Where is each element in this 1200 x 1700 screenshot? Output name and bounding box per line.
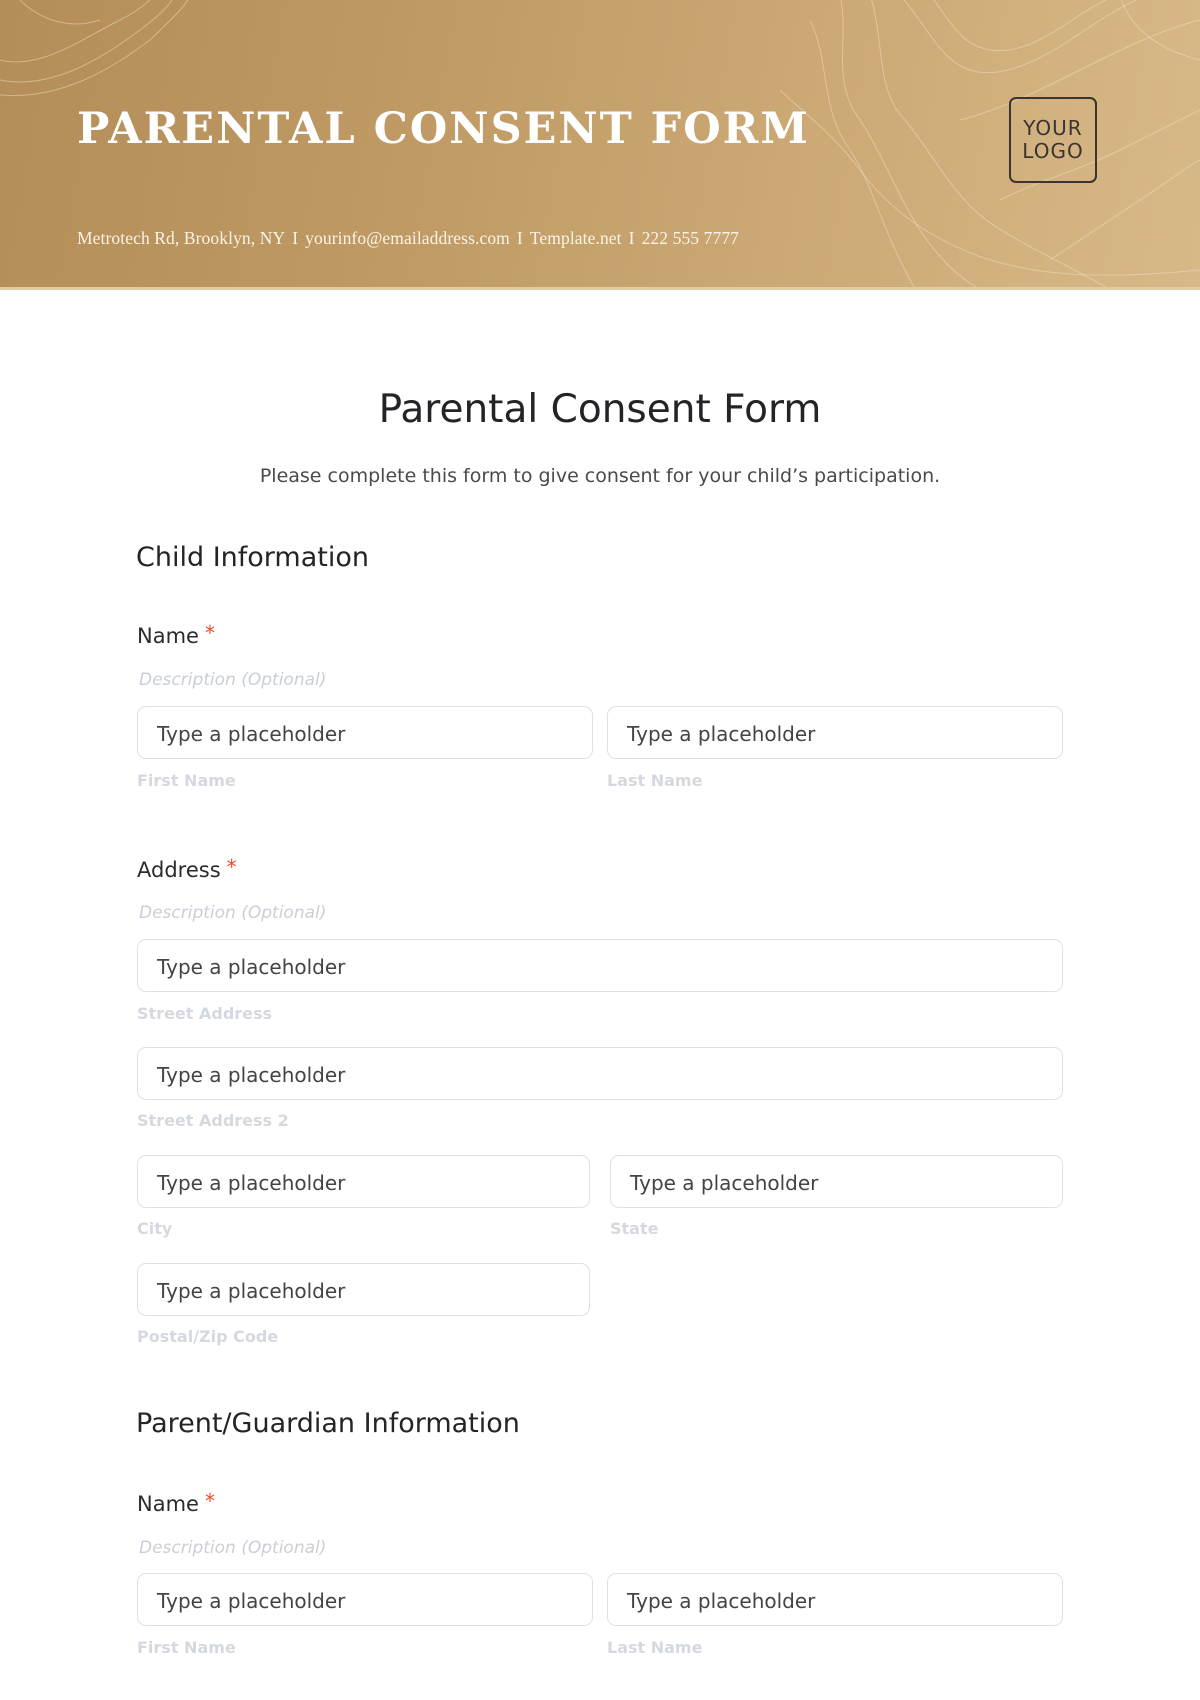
input-placeholder: Type a placeholder [157, 1062, 346, 1087]
input-placeholder: Type a placeholder [157, 721, 346, 746]
child-first-name-input[interactable] [137, 706, 593, 759]
sublabel-street-address: Street Address [137, 1004, 273, 1023]
contact-phone: 222 555 7777 [641, 228, 740, 248]
header-contact-line [77, 228, 739, 249]
field-label-text: Address [137, 858, 221, 882]
child-last-name-input[interactable] [607, 706, 1063, 759]
contact-email: yourinfo@emailaddress.com [305, 228, 510, 248]
sublabel-state: State [610, 1219, 659, 1238]
state-input[interactable] [610, 1155, 1063, 1208]
required-asterisk-icon: * [204, 621, 215, 645]
sublabel-last-name: Last Name [607, 771, 703, 790]
sublabel-first-name: First Name [137, 771, 236, 790]
logo-placeholder [1009, 97, 1097, 183]
sublabel-street-address-2: Street Address 2 [137, 1111, 289, 1130]
field-label-text: Name [137, 1492, 199, 1516]
input-placeholder: Type a placeholder [627, 721, 816, 746]
required-asterisk-icon: * [226, 855, 237, 879]
field-label-parent-name [137, 1489, 215, 1516]
street-address-input[interactable] [137, 939, 1063, 992]
form-title: Parental Consent Form [378, 387, 822, 432]
city-input[interactable] [137, 1155, 590, 1208]
section-title-child-information: Child Information [136, 542, 369, 573]
field-description: Description (Optional) [139, 903, 327, 923]
section-title-parent-guardian-information: Parent/Guardian Information [136, 1408, 520, 1439]
sublabel-postal-code: Postal/Zip Code [137, 1327, 279, 1346]
parent-first-name-input[interactable] [137, 1573, 593, 1626]
contact-separator: I [516, 228, 523, 248]
form-subtitle: Please complete this form to give consent for your child’s participation. [259, 465, 941, 487]
input-placeholder: Type a placeholder [627, 1588, 816, 1613]
sublabel-city: City [137, 1219, 173, 1238]
field-label-child-name [137, 621, 215, 648]
parent-last-name-input[interactable] [607, 1573, 1063, 1626]
input-placeholder: Type a placeholder [157, 1170, 346, 1195]
contact-separator: I [292, 228, 299, 248]
sublabel-first-name: First Name [137, 1638, 236, 1657]
sublabel-last-name: Last Name [607, 1638, 703, 1657]
field-label-child-address [137, 855, 237, 882]
header-title: PARENTAL CONSENT FORM [77, 104, 811, 154]
input-placeholder: Type a placeholder [157, 954, 346, 979]
header-banner [0, 0, 1200, 290]
input-placeholder: Type a placeholder [157, 1588, 346, 1613]
postal-code-input[interactable] [137, 1263, 590, 1316]
contact-address: Metrotech Rd, Brooklyn, NY [77, 228, 286, 248]
street-address-2-input[interactable] [137, 1047, 1063, 1100]
contact-separator: I [628, 228, 635, 248]
contact-website: Template.net [529, 228, 622, 248]
logo-line-1: YOUR [1023, 116, 1083, 140]
logo-line-2: LOGO [1022, 139, 1084, 163]
input-placeholder: Type a placeholder [630, 1170, 819, 1195]
required-asterisk-icon: * [204, 1489, 215, 1513]
field-label-text: Name [137, 624, 199, 648]
input-placeholder: Type a placeholder [157, 1278, 346, 1303]
field-description: Description (Optional) [139, 1538, 327, 1558]
field-description: Description (Optional) [139, 670, 327, 690]
